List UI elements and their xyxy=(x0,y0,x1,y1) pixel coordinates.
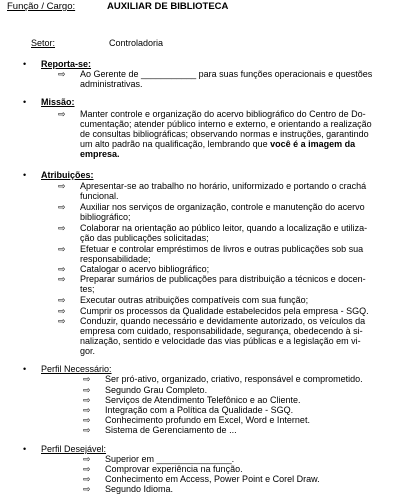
item-line: administrativas. xyxy=(80,79,143,89)
item-line: Executar outras atribuições compatíveis com sua função; xyxy=(80,295,309,305)
item-text: um alto padrão na qualificação, lembrando que xyxy=(80,139,271,149)
arrow-right-icon: ⇨ xyxy=(83,405,91,415)
item-line: responsabilidade; xyxy=(80,254,151,264)
item-line: Apresentar-se ao trabalho no horário, uniformizado e portando o crachá xyxy=(80,181,367,191)
sector-value: Controladoria xyxy=(109,38,164,48)
item-line: Ao Gerente de ___________ para suas funções operacionais e questões xyxy=(80,69,373,79)
bullet-icon: • xyxy=(23,364,27,374)
item-line: Conhecimento profundo em Excel, Word e Internet. xyxy=(105,415,310,425)
arrow-right-icon: ⇨ xyxy=(58,181,66,191)
bullet-icon: • xyxy=(23,444,27,454)
item-line: funcional. xyxy=(80,191,119,201)
arrow-right-icon: ⇨ xyxy=(58,69,66,79)
bullet-icon: • xyxy=(23,97,27,107)
arrow-right-icon: ⇨ xyxy=(58,109,66,119)
item-line: de consultas bibliográficas; observando normas e instruções, garantindo xyxy=(80,129,369,139)
item-line: Segundo Idioma. xyxy=(105,484,174,494)
item-emphasis: você é a imagem da xyxy=(270,139,356,149)
item-line: cumentação; atender público interno e externo, e orientando a realização xyxy=(80,119,372,129)
item-line: Integração com a Política da Qualidade - SGQ. xyxy=(105,405,294,415)
arrow-right-icon: ⇨ xyxy=(83,464,91,474)
item-line: Sistema de Gerenciamento de ... xyxy=(105,425,237,435)
arrow-right-icon: ⇨ xyxy=(58,244,66,254)
item-line: gor. xyxy=(80,346,96,356)
arrow-right-icon: ⇨ xyxy=(83,454,91,464)
arrow-right-icon: ⇨ xyxy=(83,385,91,395)
arrow-right-icon: ⇨ xyxy=(58,306,66,316)
arrow-right-icon: ⇨ xyxy=(83,374,91,384)
sector-label: Setor: xyxy=(31,38,56,48)
header xyxy=(0,2,400,14)
item-line: empresa. xyxy=(80,149,120,159)
section-title: Missão: xyxy=(41,97,75,107)
section-title: Atribuições: xyxy=(41,170,94,180)
item-line: nalização, sentido e velocidade das vias públicas e a legislação em vi- xyxy=(80,336,361,346)
item-line: ção das publicações solicitadas; xyxy=(80,233,209,243)
role-label: Função / Cargo: xyxy=(7,1,76,12)
item-line: Comprovar experiência na função. xyxy=(105,464,243,474)
item-line: Segundo Grau Completo. xyxy=(105,385,208,395)
item-line: Manter controle e organização do acervo bibliográfico do Centro de Do- xyxy=(80,109,366,119)
item-line: tes; xyxy=(80,284,95,294)
arrow-right-icon: ⇨ xyxy=(58,202,66,212)
arrow-right-icon: ⇨ xyxy=(83,474,91,484)
item-line: Superior em _______________. xyxy=(105,454,235,464)
bullet-icon: • xyxy=(23,59,27,69)
arrow-right-icon: ⇨ xyxy=(83,425,91,435)
arrow-right-icon: ⇨ xyxy=(58,316,66,326)
arrow-right-icon: ⇨ xyxy=(58,223,66,233)
item-line: Conhecimento em Access, Power Point e Corel Draw. xyxy=(105,474,320,484)
arrow-right-icon: ⇨ xyxy=(58,264,66,274)
arrow-right-icon: ⇨ xyxy=(58,295,66,305)
role-title: AUXILIAR DE BIBLIOTECA xyxy=(107,1,229,12)
item-line: Auxiliar nos serviços de organização, controle e manutenção do acervo xyxy=(80,202,365,212)
arrow-right-icon: ⇨ xyxy=(83,415,91,425)
item-line xyxy=(80,139,355,149)
item-line: Serviços de Atendimento Telefônico e ao Cliente. xyxy=(105,395,301,405)
section-title: Perfil Necessário: xyxy=(41,364,112,374)
arrow-right-icon: ⇨ xyxy=(83,484,91,494)
section-title: Perfil Desejável: xyxy=(41,444,107,454)
section-title: Reporta-se: xyxy=(41,59,92,69)
item-line: bibliográfico; xyxy=(80,212,131,222)
item-line: empresa com cuidado, responsabilidade, segurança, obedecendo à si- xyxy=(80,326,363,336)
item-line: Catalogar o acervo bibliográfico; xyxy=(80,264,210,274)
sector-row xyxy=(0,38,400,49)
bullet-icon: • xyxy=(23,170,27,180)
arrow-right-icon: ⇨ xyxy=(83,395,91,405)
item-line: Ser pró-ativo, organizado, criativo, responsável e comprometido. xyxy=(105,374,363,384)
arrow-right-icon: ⇨ xyxy=(58,274,66,284)
item-line: Preparar sumários de publicações para distribuição a técnicos e docen- xyxy=(80,274,366,284)
item-line: Cumprir os processos da Qualidade estabelecidos pela empresa - SGQ. xyxy=(80,306,369,316)
item-line: Colaborar na orientação ao público leitor, quando a localização e utiliza- xyxy=(80,223,368,233)
item-line: Efetuar e controlar empréstimos de livros e outras publicações sob sua xyxy=(80,244,364,254)
item-line: Conduzir, quando necessário e devidamente autorizado, os veículos da xyxy=(80,316,366,326)
